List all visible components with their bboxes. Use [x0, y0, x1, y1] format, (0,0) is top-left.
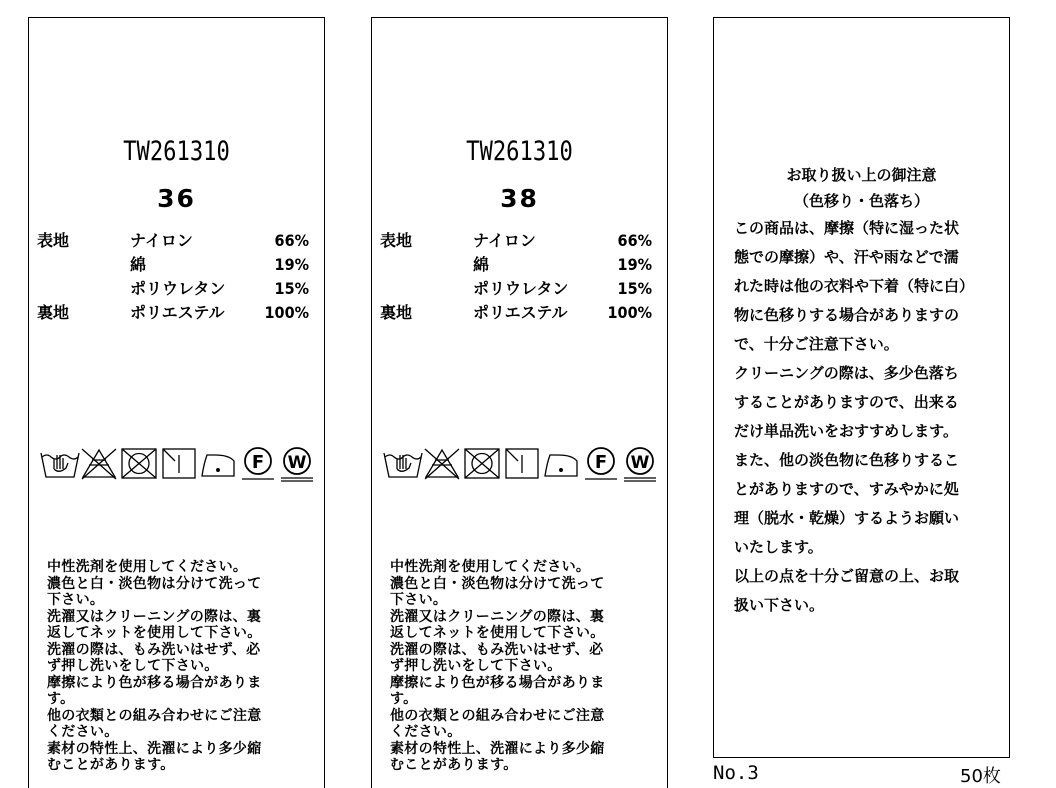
product-code: TW261310 — [466, 136, 573, 167]
composition-table — [380, 229, 652, 325]
product-code: TW261310 — [123, 136, 230, 167]
material-name: ポリエステル — [130, 303, 225, 322]
material-name: ポリエステル — [473, 303, 568, 322]
composition-row — [37, 301, 309, 325]
care-instructions: 中性洗剤を使用してください。 濃色と白・淡色物は分けて洗って 下さい。 洗濯又はクリーニングの際は、裏 返してネットを使用して下さい。 洗濯の際は、もみ洗いはせず、必 ず押し洗いをして下さい。 摩擦により色が移る場合がありま す。 他の衣類との組み合わせにご注意 ください。 素材の特性上、洗濯により多少縮 むことがあります。 — [47, 559, 262, 773]
fabric-part: 表地 — [380, 231, 413, 250]
composition-row — [37, 253, 309, 277]
dry-clean-letter: F — [251, 452, 265, 473]
no-bleach-icon — [82, 449, 116, 479]
wet-clean-w-icon — [624, 448, 656, 481]
line-dry-shade-icon — [163, 449, 195, 478]
material-percent: 66% — [274, 231, 309, 250]
wet-clean-w-icon — [281, 448, 313, 481]
label-quantity: 50枚 — [960, 766, 1001, 787]
care-instructions: 中性洗剤を使用してください。 濃色と白・淡色物は分けて洗って 下さい。 洗濯又はクリーニングの際は、裏 返してネットを使用して下さい。 洗濯の際は、もみ洗いはせず、必 ず押し洗いをして下さい。 摩擦により色が移る場合がありま す。 他の衣類との組み合わせにご注意 ください。 素材の特性上、洗濯により多少縮 むことがあります。 — [390, 559, 605, 773]
notice-title-block — [714, 162, 1009, 214]
care-symbols — [39, 443, 319, 483]
notice-body: この商品は、摩擦（特に湿った状 態での摩擦）や、汗や雨などで濡 れた時は他の衣料や下着（特に白） 物に色移りする場合がありますの で、十分ご注意下さい。 クリーニングの際は、多少色落ち することがありますので、出来る だけ単品洗いをおすすめします。 また、他の淡色物に色移りするこ とがありますので、すみやかに処 理（脱水・乾燥）するようお願い いたします。 以上の点を十分ご留意の上、お取 扱い下さい。 — [734, 219, 975, 614]
no-bleach-icon — [425, 449, 459, 479]
material-name: ポリウレタン — [473, 279, 569, 298]
material-name: ナイロン — [130, 231, 193, 250]
material-percent: 15% — [274, 279, 309, 298]
no-tumble-dry-icon — [465, 449, 499, 478]
material-name: ナイロン — [473, 231, 536, 250]
material-name: 綿 — [130, 255, 147, 274]
label-number: No.3 — [713, 762, 759, 784]
dry-clean-f-icon — [242, 448, 274, 479]
material-percent: 19% — [617, 255, 652, 274]
dry-clean-f-icon — [585, 448, 617, 479]
composition-row — [380, 253, 652, 277]
dry-clean-letter: F — [594, 452, 608, 473]
notice-title: お取り扱い上の御注意 — [786, 166, 937, 184]
low-iron-icon — [202, 455, 234, 476]
composition-table — [37, 229, 309, 325]
wet-clean-letter: W — [287, 453, 307, 473]
notice-label — [713, 17, 1010, 758]
line-dry-shade-icon — [506, 449, 538, 478]
no-tumble-dry-icon — [122, 449, 156, 478]
size-number: 36 — [157, 184, 196, 213]
fabric-part: 裏地 — [380, 303, 413, 322]
composition-row — [380, 301, 652, 325]
composition-row — [380, 229, 652, 253]
fabric-part: 裏地 — [37, 303, 70, 322]
composition-row — [37, 277, 309, 301]
material-percent: 19% — [274, 255, 309, 274]
material-name: ポリウレタン — [130, 279, 226, 298]
hand-wash-icon — [384, 453, 422, 477]
composition-row — [380, 277, 652, 301]
material-percent: 100% — [264, 303, 309, 322]
material-percent: 15% — [617, 279, 652, 298]
size-number: 38 — [500, 184, 539, 213]
low-iron-icon — [545, 455, 577, 476]
care-label-2 — [371, 17, 668, 788]
wet-clean-letter: W — [630, 453, 650, 473]
fabric-part: 表地 — [37, 231, 70, 250]
material-percent: 66% — [617, 231, 652, 250]
material-percent: 100% — [607, 303, 652, 322]
hand-wash-icon — [41, 453, 79, 477]
care-label-1 — [28, 17, 325, 788]
composition-row — [37, 229, 309, 253]
notice-subtitle: （色移り・色落ち） — [793, 192, 929, 210]
material-name: 綿 — [473, 255, 490, 274]
care-symbols — [382, 443, 662, 483]
